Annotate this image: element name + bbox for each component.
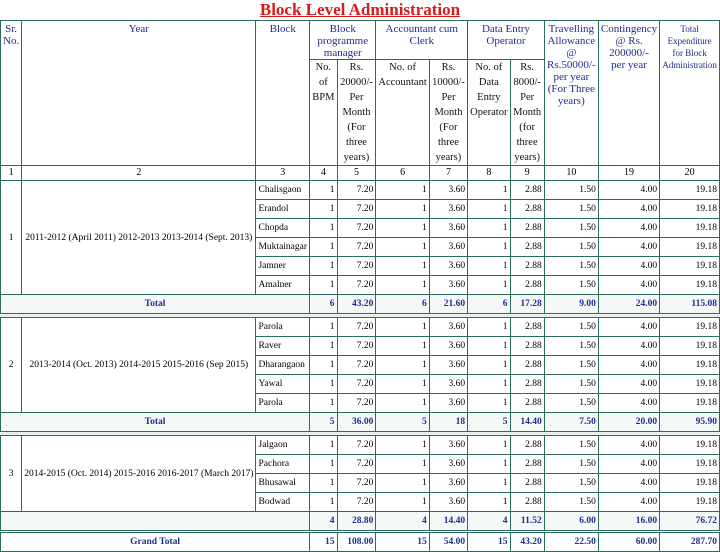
- block-name-cell: Dharangaon: [256, 356, 310, 375]
- value-cell: 1: [310, 356, 337, 375]
- value-cell: 1: [376, 436, 429, 455]
- block-name-cell: Parola: [256, 394, 310, 413]
- value-cell: 3.60: [429, 375, 467, 394]
- total-value-cell: 14.40: [429, 512, 467, 532]
- value-cell: 1.50: [544, 181, 598, 200]
- header-year: Year: [22, 21, 256, 166]
- total-value-cell: 16.00: [598, 512, 659, 532]
- column-number: 20: [660, 166, 720, 181]
- column-number: 6: [376, 166, 429, 181]
- value-cell: 1: [310, 257, 337, 276]
- value-cell: 1: [376, 337, 429, 356]
- total-value-cell: 5: [310, 413, 337, 432]
- table-row: [1, 181, 720, 200]
- total-value-cell: 6.00: [544, 512, 598, 532]
- value-cell: 7.20: [337, 276, 376, 295]
- value-cell: 1: [376, 455, 429, 474]
- total-value-cell: 4: [468, 512, 510, 532]
- value-cell: 1: [376, 474, 429, 493]
- value-cell: 1: [376, 356, 429, 375]
- value-cell: 3.60: [429, 276, 467, 295]
- total-value-cell: 5: [376, 413, 429, 432]
- grand-total-value-cell: 22.50: [544, 532, 598, 552]
- value-cell: 19.18: [660, 276, 720, 295]
- value-cell: 3.60: [429, 356, 467, 375]
- value-cell: 1: [468, 219, 510, 238]
- value-cell: 19.18: [660, 356, 720, 375]
- block-name-cell: Erandol: [256, 200, 310, 219]
- header-accountant-no: No. of Accountant: [376, 60, 429, 166]
- total-value-cell: 14.40: [510, 413, 544, 432]
- value-cell: 7.20: [337, 474, 376, 493]
- total-value-cell: 115.08: [660, 295, 720, 314]
- value-cell: 1: [310, 474, 337, 493]
- value-cell: 1.50: [544, 455, 598, 474]
- total-value-cell: 76.72: [660, 512, 720, 532]
- total-value-cell: 17.28: [510, 295, 544, 314]
- value-cell: 3.60: [429, 455, 467, 474]
- header-accountant-group: Accountant cum Clerk: [376, 21, 468, 60]
- value-cell: 1: [376, 181, 429, 200]
- value-cell: 1: [310, 436, 337, 455]
- total-value-cell: 36.00: [337, 413, 376, 432]
- header-travel: Travelling Allowance @ Rs.50000/- per year (For Three years): [544, 21, 598, 166]
- total-value-cell: 28.80: [337, 512, 376, 532]
- value-cell: 1: [310, 375, 337, 394]
- value-cell: 2.88: [510, 238, 544, 257]
- header-bpm-no: No. of BPM: [310, 60, 337, 166]
- year-cell: 2014-2015 (Oct. 2014) 2015-2016 2016-2017 (March 2017): [22, 436, 256, 512]
- group-total-row: [1, 295, 720, 314]
- value-cell: 7.20: [337, 356, 376, 375]
- value-cell: 4.00: [598, 356, 659, 375]
- value-cell: 19.18: [660, 200, 720, 219]
- block-name-cell: Parola: [256, 318, 310, 337]
- value-cell: 7.20: [337, 181, 376, 200]
- value-cell: 2.88: [510, 493, 544, 512]
- value-cell: 4.00: [598, 474, 659, 493]
- value-cell: 1: [468, 474, 510, 493]
- value-cell: 1: [468, 356, 510, 375]
- total-value-cell: 24.00: [598, 295, 659, 314]
- total-label: [1, 512, 310, 532]
- value-cell: 1: [376, 318, 429, 337]
- block-name-cell: Bodwad: [256, 493, 310, 512]
- value-cell: 19.18: [660, 455, 720, 474]
- value-cell: 2.88: [510, 356, 544, 375]
- total-value-cell: 6: [310, 295, 337, 314]
- value-cell: 1: [310, 394, 337, 413]
- value-cell: 7.20: [337, 219, 376, 238]
- column-number-row: [1, 166, 720, 181]
- value-cell: 1: [468, 375, 510, 394]
- value-cell: 3.60: [429, 219, 467, 238]
- value-cell: 7.20: [337, 200, 376, 219]
- value-cell: 19.18: [660, 493, 720, 512]
- column-number: 5: [337, 166, 376, 181]
- value-cell: 2.88: [510, 436, 544, 455]
- value-cell: 1: [310, 337, 337, 356]
- value-cell: 2.88: [510, 318, 544, 337]
- value-cell: 1.50: [544, 375, 598, 394]
- value-cell: 1: [376, 200, 429, 219]
- value-cell: 4.00: [598, 219, 659, 238]
- value-cell: 1: [376, 375, 429, 394]
- year-cell: 2013-2014 (Oct. 2013) 2014-2015 2015-2016 (Sep 2015): [22, 318, 256, 413]
- value-cell: 3.60: [429, 200, 467, 219]
- block-name-cell: Chalisgaon: [256, 181, 310, 200]
- value-cell: 1: [376, 394, 429, 413]
- value-cell: 3.60: [429, 181, 467, 200]
- value-cell: 4.00: [598, 181, 659, 200]
- block-name-cell: Pachora: [256, 455, 310, 474]
- value-cell: 1.50: [544, 276, 598, 295]
- value-cell: 19.18: [660, 375, 720, 394]
- value-cell: 19.18: [660, 474, 720, 493]
- value-cell: 2.88: [510, 394, 544, 413]
- group-total-row: [1, 512, 720, 532]
- value-cell: 1: [468, 238, 510, 257]
- total-value-cell: 6: [468, 295, 510, 314]
- value-cell: 1: [376, 219, 429, 238]
- value-cell: 4.00: [598, 455, 659, 474]
- column-number: 10: [544, 166, 598, 181]
- grand-total-value-cell: 15: [468, 532, 510, 552]
- block-name-cell: Amalner: [256, 276, 310, 295]
- column-number: 1: [1, 166, 22, 181]
- header-block: Block: [256, 21, 310, 166]
- column-number: 3: [256, 166, 310, 181]
- value-cell: 4.00: [598, 257, 659, 276]
- total-value-cell: 43.20: [337, 295, 376, 314]
- serial-number-cell: 1: [1, 181, 22, 295]
- value-cell: 1.50: [544, 337, 598, 356]
- total-value-cell: 5: [468, 413, 510, 432]
- total-value-cell: 21.60: [429, 295, 467, 314]
- value-cell: 2.88: [510, 200, 544, 219]
- grand-total-value-cell: 15: [310, 532, 337, 552]
- value-cell: 1: [310, 318, 337, 337]
- value-cell: 1: [376, 276, 429, 295]
- grand-total-value-cell: 15: [376, 532, 429, 552]
- value-cell: 1: [310, 455, 337, 474]
- value-cell: 7.20: [337, 436, 376, 455]
- header-row-1: [1, 21, 720, 60]
- year-cell: 2011-2012 (April 2011) 2012-2013 2013-2014 (Sept. 2013): [22, 181, 256, 295]
- serial-number-cell: 2: [1, 318, 22, 413]
- value-cell: 7.20: [337, 375, 376, 394]
- value-cell: 2.88: [510, 257, 544, 276]
- value-cell: 7.20: [337, 318, 376, 337]
- value-cell: 3.60: [429, 394, 467, 413]
- grand-total-value-cell: 54.00: [429, 532, 467, 552]
- value-cell: 1: [310, 200, 337, 219]
- sheet-title: Block Level Administration: [259, 0, 461, 19]
- value-cell: 7.20: [337, 337, 376, 356]
- value-cell: 1: [468, 394, 510, 413]
- value-cell: 1.50: [544, 200, 598, 219]
- value-cell: 1: [310, 493, 337, 512]
- value-cell: 1: [376, 257, 429, 276]
- header-total-expenditure: Total Expenditure for Block Administration: [660, 21, 720, 166]
- value-cell: 1: [310, 181, 337, 200]
- value-cell: 1: [468, 181, 510, 200]
- value-cell: 2.88: [510, 337, 544, 356]
- value-cell: 4.00: [598, 200, 659, 219]
- block-name-cell: Jamner: [256, 257, 310, 276]
- header-deo-group: Data Entry Operator: [468, 21, 545, 60]
- value-cell: 19.18: [660, 219, 720, 238]
- value-cell: 4.00: [598, 375, 659, 394]
- value-cell: 7.20: [337, 493, 376, 512]
- value-cell: 2.88: [510, 455, 544, 474]
- value-cell: 7.20: [337, 257, 376, 276]
- value-cell: 19.18: [660, 257, 720, 276]
- value-cell: 1: [310, 276, 337, 295]
- value-cell: 1: [376, 493, 429, 512]
- total-label: Total: [1, 413, 310, 432]
- table-row: [1, 318, 720, 337]
- grand-total-value-cell: 108.00: [337, 532, 376, 552]
- value-cell: 1: [310, 219, 337, 238]
- value-cell: 1.50: [544, 219, 598, 238]
- column-number: 7: [429, 166, 467, 181]
- grand-total-value-cell: 60.00: [598, 532, 659, 552]
- header-bpm-group: Block programme manager: [310, 21, 376, 60]
- value-cell: 3.60: [429, 318, 467, 337]
- value-cell: 4.00: [598, 493, 659, 512]
- block-name-cell: Bhusawal: [256, 474, 310, 493]
- header-deo-rate: Rs. 8000/- Per Month (for three years): [510, 60, 544, 166]
- total-value-cell: 6: [376, 295, 429, 314]
- header-contingency: Contingency @ Rs. 200000/- per year: [598, 21, 659, 166]
- value-cell: 7.20: [337, 455, 376, 474]
- block-admin-table: [0, 20, 720, 552]
- header-bpm-rate: Rs. 20000/- Per Month (For three years): [337, 60, 376, 166]
- value-cell: 19.18: [660, 238, 720, 257]
- grand-total-row: [1, 532, 720, 552]
- value-cell: 1: [468, 455, 510, 474]
- value-cell: 1.50: [544, 474, 598, 493]
- block-name-cell: Yawal: [256, 375, 310, 394]
- total-value-cell: 4: [310, 512, 337, 532]
- value-cell: 19.18: [660, 181, 720, 200]
- serial-number-cell: 3: [1, 436, 22, 512]
- value-cell: 19.18: [660, 436, 720, 455]
- block-name-cell: Jalgaon: [256, 436, 310, 455]
- value-cell: 1: [468, 436, 510, 455]
- value-cell: 3.60: [429, 337, 467, 356]
- total-value-cell: 95.90: [660, 413, 720, 432]
- value-cell: 4.00: [598, 318, 659, 337]
- value-cell: 2.88: [510, 219, 544, 238]
- value-cell: 4.00: [598, 337, 659, 356]
- header-deo-no: No. of Data Entry Operator: [468, 60, 510, 166]
- block-name-cell: Raver: [256, 337, 310, 356]
- value-cell: 1.50: [544, 356, 598, 375]
- value-cell: 1: [468, 318, 510, 337]
- header-sr: Sr. No.: [1, 21, 22, 166]
- value-cell: 1.50: [544, 436, 598, 455]
- group-total-row: [1, 413, 720, 432]
- block-name-cell: Chopda: [256, 219, 310, 238]
- column-number: 2: [22, 166, 256, 181]
- grand-total-value-cell: 287.70: [660, 532, 720, 552]
- total-value-cell: 9.00: [544, 295, 598, 314]
- value-cell: 2.88: [510, 375, 544, 394]
- table-row: [1, 436, 720, 455]
- grand-total-value-cell: 43.20: [510, 532, 544, 552]
- value-cell: 1.50: [544, 394, 598, 413]
- value-cell: 1.50: [544, 257, 598, 276]
- value-cell: 4.00: [598, 436, 659, 455]
- column-number: 9: [510, 166, 544, 181]
- value-cell: 7.20: [337, 394, 376, 413]
- value-cell: 1: [310, 238, 337, 257]
- value-cell: 3.60: [429, 493, 467, 512]
- value-cell: 2.88: [510, 276, 544, 295]
- value-cell: 1.50: [544, 493, 598, 512]
- column-number: 4: [310, 166, 337, 181]
- header-accountant-rate: Rs. 10000/- Per Month (For three years): [429, 60, 467, 166]
- value-cell: 1: [468, 200, 510, 219]
- column-number: 8: [468, 166, 510, 181]
- value-cell: 1: [468, 337, 510, 356]
- value-cell: 4.00: [598, 238, 659, 257]
- value-cell: 4.00: [598, 394, 659, 413]
- column-number: 19: [598, 166, 659, 181]
- value-cell: 1.50: [544, 318, 598, 337]
- value-cell: 3.60: [429, 436, 467, 455]
- value-cell: 19.18: [660, 394, 720, 413]
- value-cell: 1.50: [544, 238, 598, 257]
- value-cell: 1: [376, 238, 429, 257]
- value-cell: 4.00: [598, 276, 659, 295]
- value-cell: 2.88: [510, 474, 544, 493]
- value-cell: 7.20: [337, 238, 376, 257]
- total-value-cell: 20.00: [598, 413, 659, 432]
- total-value-cell: 18: [429, 413, 467, 432]
- total-label: Total: [1, 295, 310, 314]
- total-value-cell: 7.50: [544, 413, 598, 432]
- value-cell: 19.18: [660, 318, 720, 337]
- value-cell: 1: [468, 276, 510, 295]
- value-cell: 3.60: [429, 474, 467, 493]
- total-value-cell: 11.52: [510, 512, 544, 532]
- grand-total-label: Grand Total: [1, 532, 310, 552]
- block-name-cell: Muktainagar: [256, 238, 310, 257]
- value-cell: 1: [468, 257, 510, 276]
- value-cell: 19.18: [660, 337, 720, 356]
- value-cell: 3.60: [429, 238, 467, 257]
- total-value-cell: 4: [376, 512, 429, 532]
- value-cell: 1: [468, 493, 510, 512]
- value-cell: 2.88: [510, 181, 544, 200]
- value-cell: 3.60: [429, 257, 467, 276]
